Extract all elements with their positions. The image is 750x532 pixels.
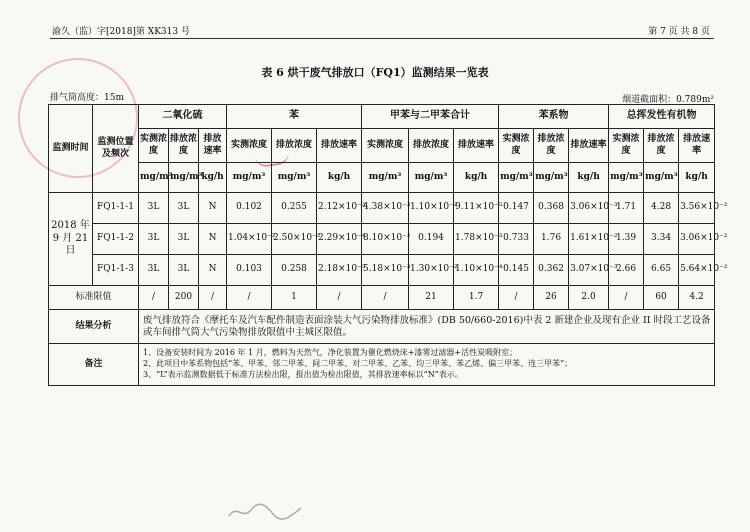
subheader-actual-conc: 实测浓度 — [609, 129, 644, 163]
value-cell: 3L — [139, 193, 169, 224]
limit-cell: / — [609, 286, 644, 310]
col-monitor-time: 监测时间 — [49, 105, 93, 193]
subheader-emission-conc: 排放浓度 — [169, 129, 199, 163]
value-cell: 3L — [169, 193, 199, 224]
value-cell: 2.18×10⁻³ — [317, 255, 362, 286]
note-line: 3、“L”表示监测数据低于标准方法检出限，报出值为检出限值，其排放速率标以“N”表示。 — [143, 369, 463, 379]
value-cell: 1.61×10⁻² — [569, 224, 609, 255]
subheader-emission-conc: 排放浓度 — [534, 129, 569, 163]
value-cell: 2.50×10⁻² — [272, 224, 317, 255]
note-line: 2、此项目中苯系物包括“苯、甲苯、邻二甲苯、间二甲苯、对二甲苯、乙苯、均三甲苯、苯乙烯、偏三甲苯、连三甲苯”； — [143, 359, 573, 369]
value-cell: 3L — [169, 255, 199, 286]
value-cell: 3L — [139, 255, 169, 286]
value-cell: 1.10×10⁻² — [409, 193, 454, 224]
subheader-emission-rate: 排放速率 — [454, 129, 499, 163]
limit-cell: 26 — [534, 286, 569, 310]
value-cell: 0.194 — [409, 224, 454, 255]
unit-label: mg/m³ — [139, 163, 169, 193]
limit-cell: 1 — [272, 286, 317, 310]
table-row — [49, 255, 715, 286]
value-cell: 2.66 — [609, 255, 644, 286]
value-cell: 6.65 — [644, 255, 679, 286]
value-cell: 1.78×10⁻³ — [454, 224, 499, 255]
unit-label: kg/h — [199, 163, 227, 193]
unit-label: kg/h — [454, 163, 499, 193]
subheader-emission-rate: 排放速率 — [679, 129, 715, 163]
value-cell: 5.64×10⁻² — [679, 255, 715, 286]
value-cell: 0.147 — [499, 193, 534, 224]
limit-cell: 200 — [169, 286, 199, 310]
value-cell: 3L — [169, 224, 199, 255]
subheader-actual-conc: 实测浓度 — [499, 129, 534, 163]
value-cell: 9.11×10⁻⁵ — [454, 193, 499, 224]
header-divider — [50, 38, 714, 39]
limits-row — [49, 286, 715, 310]
value-cell: 3.06×10⁻² — [679, 224, 715, 255]
group-vocs: 总挥发性有机物 — [609, 105, 715, 129]
position-cell: FQ1-1-3 — [93, 255, 139, 286]
handwritten-signature — [225, 500, 305, 522]
value-cell: 3.07×10⁻³ — [569, 255, 609, 286]
subheader-emission-rate: 排放速率 — [317, 129, 362, 163]
flue-area: 烟道截面积：0.789m² — [622, 95, 714, 105]
value-cell: 0.258 — [272, 255, 317, 286]
monitor-date: 2018 年 9 月 21 日 — [49, 193, 93, 286]
unit-label: mg/m³ — [499, 163, 534, 193]
unit-label: mg/m³ — [169, 163, 199, 193]
unit-label: mg/m³ — [272, 163, 317, 193]
limit-cell: 1.7 — [454, 286, 499, 310]
group-benzene-series: 苯系物 — [499, 105, 609, 129]
unit-label: mg/m³ — [534, 163, 569, 193]
unit-label: mg/m³ — [609, 163, 644, 193]
limit-cell: / — [362, 286, 409, 310]
value-cell: 2.29×10⁻⁴ — [317, 224, 362, 255]
value-cell: 0.362 — [534, 255, 569, 286]
value-cell: 0.368 — [534, 193, 569, 224]
analysis-label: 结果分析 — [49, 310, 139, 344]
limit-cell: / — [499, 286, 534, 310]
value-cell: 0.102 — [227, 193, 272, 224]
unit-label: mg/m³ — [227, 163, 272, 193]
unit-label: mg/m³ — [409, 163, 454, 193]
value-cell: 1.30×10⁻² — [409, 255, 454, 286]
col-position: 监测位置及频次 — [93, 105, 139, 193]
limit-cell: / — [227, 286, 272, 310]
value-cell: 0.145 — [499, 255, 534, 286]
document-number: 渝久（监）字[2018]第 XK313 号 — [52, 27, 190, 37]
subheader-actual-conc: 实测浓度 — [227, 129, 272, 163]
value-cell: 0.255 — [272, 193, 317, 224]
limits-label: 标准限值 — [49, 286, 139, 310]
subheader-emission-rate: 排放速率 — [199, 129, 227, 163]
notes-label: 备注 — [49, 344, 139, 386]
group-so2: 二氧化硫 — [139, 105, 227, 129]
value-cell: 3L — [139, 224, 169, 255]
limit-cell: / — [139, 286, 169, 310]
value-cell: 1.71 — [609, 193, 644, 224]
value-cell: 8.10×10⁻² — [362, 224, 409, 255]
unit-label: kg/h — [679, 163, 715, 193]
unit-label: kg/h — [569, 163, 609, 193]
unit-label: mg/m³ — [644, 163, 679, 193]
value-cell: N — [199, 193, 227, 224]
position-cell: FQ1-1-1 — [93, 193, 139, 224]
limit-cell: 2.0 — [569, 286, 609, 310]
analysis-row — [49, 310, 715, 344]
value-cell: 4.28 — [644, 193, 679, 224]
group-benzene: 苯 — [227, 105, 362, 129]
limit-cell: 60 — [644, 286, 679, 310]
page-info: 第 7 页 共 8 页 — [648, 27, 710, 37]
analysis-text: 废气排放符合《摩托车及汽车配件制造表面涂装大气污染物排放标准》(DB 50/660-2016)中表 2 新建企业及现有企业 II 时段工艺设备或车间排气筒大气污染物排放限值中主城区限值。 — [139, 310, 715, 344]
value-cell: 0.733 — [499, 224, 534, 255]
value-cell: 5.18×10⁻³ — [362, 255, 409, 286]
value-cell: 1.39 — [609, 224, 644, 255]
stack-height: 排气筒高度：15m — [50, 93, 124, 103]
subheader-actual-conc: 实测浓度 — [139, 129, 169, 163]
value-cell: 3.56×10⁻² — [679, 193, 715, 224]
subheader-emission-conc: 排放浓度 — [409, 129, 454, 163]
table-row — [49, 193, 715, 224]
value-cell: 1.10×10⁻⁴ — [454, 255, 499, 286]
value-cell: 1.04×10⁻² — [227, 224, 272, 255]
position-cell: FQ1-1-2 — [93, 224, 139, 255]
limit-cell: / — [317, 286, 362, 310]
note-line: 1、设备安装时间为 2016 年 1 月，燃料为天然气，净化装置为催化燃烧床+漆雾过滤器+活性炭吸附室； — [143, 348, 518, 358]
limit-cell: / — [199, 286, 227, 310]
notes-text — [139, 344, 715, 386]
notes-row — [49, 344, 715, 386]
value-cell: 3.34 — [644, 224, 679, 255]
value-cell: 4.38×10⁻³ — [362, 193, 409, 224]
subheader-actual-conc: 实测浓度 — [362, 129, 409, 163]
value-cell: 1.76 — [534, 224, 569, 255]
subheader-emission-conc: 排放浓度 — [644, 129, 679, 163]
value-cell: N — [199, 224, 227, 255]
value-cell: N — [199, 255, 227, 286]
subheader-emission-rate: 排放速率 — [569, 129, 609, 163]
monitoring-results-table — [48, 104, 728, 386]
unit-label: kg/h — [317, 163, 362, 193]
subheader-emission-conc: 排放浓度 — [272, 129, 317, 163]
table-row — [49, 224, 715, 255]
value-cell: 3.06×10⁻³ — [569, 193, 609, 224]
limit-cell: 4.2 — [679, 286, 715, 310]
unit-label: mg/m³ — [362, 163, 409, 193]
table-title: 表 6 烘干废气排放口（FQ1）监测结果一览表 — [261, 66, 489, 79]
value-cell: 2.12×10⁻³ — [317, 193, 362, 224]
group-toluene-xylene: 甲苯与二甲苯合计 — [362, 105, 499, 129]
value-cell: 0.103 — [227, 255, 272, 286]
limit-cell: 21 — [409, 286, 454, 310]
